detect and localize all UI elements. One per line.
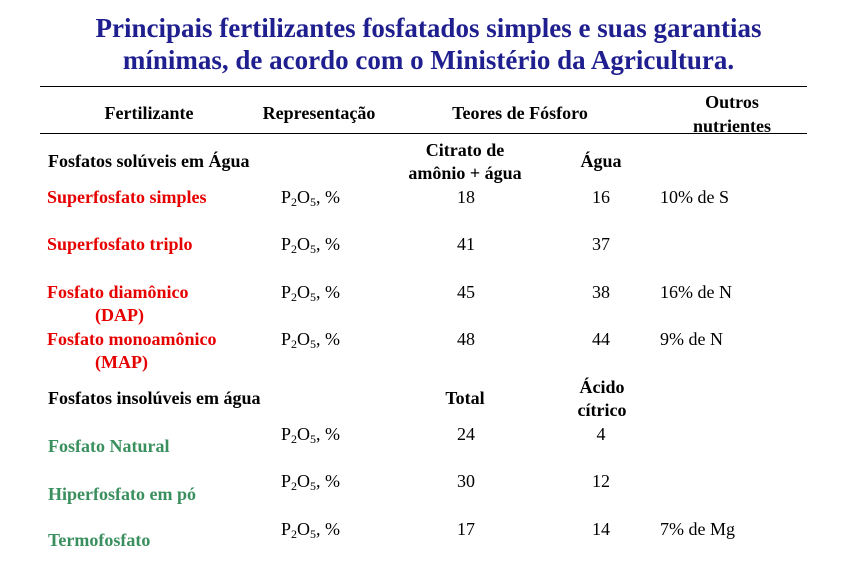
row-representacao: $P_2O_5$, % — [281, 234, 341, 256]
row-value-1: 18 — [457, 187, 475, 207]
row-representacao: $P_2O_5$, % — [281, 471, 341, 493]
row-outros: 10% de S — [660, 187, 729, 207]
section2-col2-line2: cítrico — [577, 400, 627, 420]
section1-col1-line1: Citrato de — [425, 140, 505, 160]
row-representacao: $P_2O_5$, % — [281, 282, 341, 304]
section1-col1-line2: amônio + água — [408, 163, 522, 183]
row-value-1: 24 — [457, 424, 475, 444]
row-name: Hiperfosfato em pó — [48, 484, 196, 504]
row-representacao: $P_2O_5$, % — [281, 519, 341, 541]
row-name-abbrev: (DAP) — [95, 305, 144, 325]
row-value-2: 16 — [592, 187, 610, 207]
row-outros: 9% de N — [660, 329, 723, 349]
section-soluveis-label: Fosfatos solúveis em Água — [48, 151, 250, 171]
title-line-2: mínimas, de acordo com o Ministério da Agricultura. — [122, 45, 735, 75]
slide-title — [0, 12, 857, 76]
row-value-1: 30 — [457, 471, 475, 491]
row-value-2: 14 — [592, 519, 610, 539]
row-value-1: 45 — [457, 282, 475, 302]
row-value-2: 37 — [592, 234, 610, 254]
row-name: Superfosfato triplo — [47, 234, 193, 254]
row-name-abbrev: (MAP) — [95, 352, 148, 372]
row-value-1: 41 — [457, 234, 475, 254]
row-name: Fosfato monoamônico — [47, 329, 217, 349]
row-name: Fosfato diamônico — [47, 282, 189, 302]
section2-col1: Total — [445, 388, 485, 408]
row-value-1: 17 — [457, 519, 475, 539]
section-insoluveis-label: Fosfatos insolúveis em água — [48, 388, 261, 408]
section2-col2-line1: Ácido — [579, 377, 625, 397]
row-outros: 16% de N — [660, 282, 732, 302]
row-name: Fosfato Natural — [48, 436, 170, 456]
header-top-rule — [40, 86, 807, 87]
header-fertilizante: Fertilizante — [104, 103, 194, 123]
row-representacao: $P_2O_5$, % — [281, 329, 341, 351]
header-outros-line2: nutrientes — [693, 116, 771, 136]
row-value-1: 48 — [457, 329, 475, 349]
header-teores-fosforo: Teores de Fósforo — [452, 103, 588, 123]
row-name: Superfosfato simples — [47, 187, 207, 207]
row-representacao: $P_2O_5$, % — [281, 424, 341, 446]
row-value-2: 4 — [596, 424, 606, 444]
header-representacao: Representação — [262, 103, 376, 123]
row-outros: 7% de Mg — [660, 519, 735, 539]
row-name: Termofosfato — [48, 530, 151, 550]
row-value-2: 12 — [592, 471, 610, 491]
title-line-1: Principais fertilizantes fosfatados simples e suas garantias — [95, 13, 762, 43]
row-value-2: 38 — [592, 282, 610, 302]
row-representacao: $P_2O_5$, % — [281, 187, 341, 209]
section1-col2: Água — [580, 151, 622, 171]
row-value-2: 44 — [592, 329, 610, 349]
header-outros-line1: Outros — [705, 92, 759, 112]
